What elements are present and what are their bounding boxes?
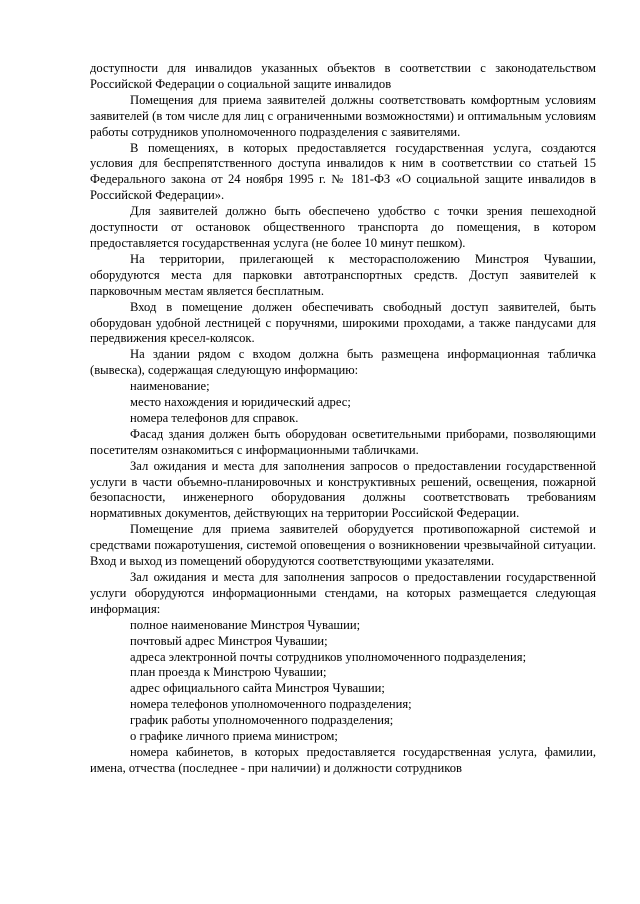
paragraph-signboard: На здании рядом с входом должна быть размещена информационная табличка (вывеска), содержащая следующую информацию: <box>90 347 596 378</box>
paragraph-parking: На территории, прилегающей к месторасположению Минстроя Чувашии, оборудуются места для парковки автотранспортных средств. Доступ заявителей к парковочным местам является бесплатным. <box>90 251 596 298</box>
list-item-website: адрес официального сайта Минстроя Чувашии; <box>130 681 385 696</box>
list-item-offices: номера кабинетов, в которых предоставляется государственная услуга, фамилии, имена, отчества (последнее - при наличии) и должности сотрудников <box>90 744 596 775</box>
list-item-route-plan: план проезда к Минстрою Чувашии; <box>130 665 327 680</box>
list-item-unit-phones: номера телефонов уполномоченного подразделения; <box>130 697 412 712</box>
paragraph-facade-lighting: Фасад здания должен быть оборудован осветительными приборами, позволяющими посетителям ознакомиться с информационными табличками. <box>90 426 596 457</box>
paragraph-info-stands: Зал ожидания и места для заполнения запросов о предоставлении государственной услуги оборудуются информационными стендами, на которых размещается следующая информация: <box>90 570 596 616</box>
list-item-full-name: полное наименование Минстроя Чувашии; <box>130 617 361 632</box>
list-item-name: наименование; <box>130 379 210 394</box>
document-body <box>90 61 596 777</box>
paragraph-waiting-hall: Зал ожидания и места для заполнения запросов о предоставлении государственной услуги в части объемно-планировочных и конструктивных решений, освещения, пожарной безопасности, инженерного оборудования должны соответствовать требованиям нормативных документов, действующих на территории Российской Федерации. <box>90 458 596 521</box>
list-item-postal-address: почтовый адрес Минстроя Чувашии; <box>130 633 328 648</box>
paragraph-continuation: доступности для инвалидов указанных объектов в соответствии с законодательством Российской Федерации о социальной защите инвалидов <box>90 61 596 91</box>
paragraph-pedestrian-access: Для заявителей должно быть обеспечено удобство с точки зрения пешеходной доступности от остановок общественного транспорта до помещения, в котором предоставляется государственная услуга (не более 10 минут пешком). <box>90 204 596 250</box>
paragraph-fire-safety: Помещение для приема заявителей оборудуется противопожарной системой и средствами пожаротушения, системой оповещения о возникновении чрезвычайной ситуации. Вход и выход из помещений оборудуются соответствующими указателями. <box>90 522 596 569</box>
paragraph-disabled-access: В помещениях, в которых предоставляется государственная услуга, создаются условия для беспрепятственного доступа инвалидов к ним в соответствии со статьей 15 Федерального закона от 24 ноября 1995 г. № 181-ФЗ «О социальной защите инвалидов в Российской Федерации». <box>90 140 596 203</box>
list-item-emails: адреса электронной почты сотрудников уполномоченного подразделения; <box>130 649 527 664</box>
list-item-address: место нахождения и юридический адрес; <box>130 395 351 410</box>
paragraph-entrance: Вход в помещение должен обеспечивать свободный доступ заявителей, быть оборудован удобной лестницей с поручнями, широкими проходами, а также пандусами для передвижения кресел-колясок. <box>90 299 596 346</box>
paragraph-premises-comfort: Помещения для приема заявителей должны соответствовать комфортным условиям заявителей (в том числе для лиц с ограниченными возможностями) и оптимальным условиям работы сотрудников уполномоченного подразделения с заявителями. <box>90 92 596 139</box>
list-item-schedule: график работы уполномоченного подразделения; <box>130 713 394 728</box>
list-item-minister-reception: о графике личного приема министром; <box>130 729 338 744</box>
list-item-phones: номера телефонов для справок. <box>130 410 299 425</box>
